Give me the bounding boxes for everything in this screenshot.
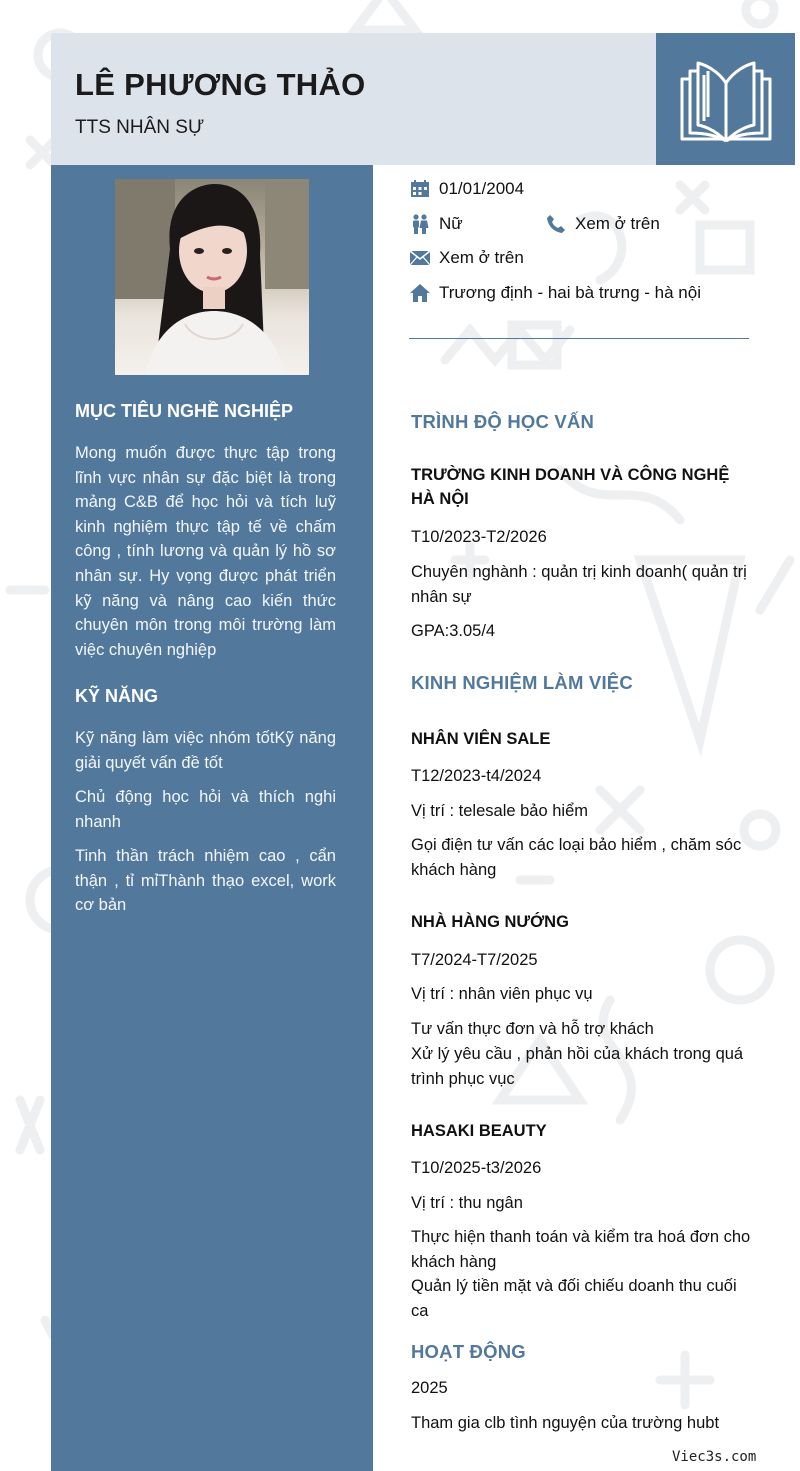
candidate-name: LÊ PHƯƠNG THẢO bbox=[75, 67, 366, 102]
job-period: T7/2024-T7/2025 bbox=[411, 951, 538, 969]
job-description: Thực hiện thanh toán và kiểm tra hoá đơn cho khách hàng bbox=[411, 1228, 751, 1271]
job-description: Xử lý yêu cầu , phản hồi của khách trong quá trình phục vục bbox=[411, 1045, 744, 1088]
gender-icon bbox=[409, 214, 431, 234]
activity-description: Tham gia clb tình nguyện của trường hubt bbox=[411, 1414, 720, 1432]
job-position: Vị trí : nhân viên phục vụ bbox=[411, 985, 593, 1003]
envelope-icon bbox=[409, 248, 431, 268]
sidebar bbox=[51, 165, 373, 1471]
objective-title: MỤC TIÊU NGHỀ NGHIỆP bbox=[75, 401, 294, 421]
email-row bbox=[409, 248, 524, 268]
open-book-icon bbox=[678, 53, 774, 145]
job-position: Vị trí : telesale bảo hiểm bbox=[411, 802, 589, 820]
job-description: Gọi điện tư vấn các loại bảo hiểm , chăm sóc khách hàng bbox=[411, 836, 742, 879]
job-description: Tư vấn thực đơn và hỗ trợ khách bbox=[411, 1020, 654, 1038]
gender-row bbox=[409, 214, 463, 234]
objective-text: Mong muốn được thực tập trong lĩnh vực nhân sự đặc biệt là trong mảng C&B để học hỏi và tích luỹ kinh nghiệm thực tập tế về chấm công , tính lương và quản lý hồ sơ nhân sự. Hy vọng được phát triển kỹ năng và nâng cao kiến thức chuyên môn trong môi trường làm việc chuyên nghiệp bbox=[75, 444, 336, 659]
calendar-icon bbox=[409, 179, 431, 199]
candidate-role: TTS NHÂN SỰ bbox=[75, 117, 205, 138]
address: Trương định - hai bà trưng - hà nội bbox=[439, 283, 701, 302]
job-position: Vị trí : thu ngân bbox=[411, 1194, 523, 1212]
address-row bbox=[409, 283, 701, 303]
job-company: NHÀ HÀNG NƯỚNG bbox=[411, 913, 569, 931]
education-gpa: GPA:3.05/4 bbox=[411, 622, 496, 640]
phone: Xem ở trên bbox=[575, 214, 660, 233]
job-period: T12/2023-t4/2024 bbox=[411, 767, 542, 785]
job-company: HASAKI BEAUTY bbox=[411, 1122, 547, 1140]
job-period: T10/2025-t3/2026 bbox=[411, 1159, 542, 1177]
gender: Nữ bbox=[439, 214, 463, 233]
skill-item: Tinh thần trách nhiệm cao , cẩn thận , tỉ mỉThành thạo excel, work cơ bản bbox=[75, 847, 336, 915]
divider bbox=[409, 338, 749, 339]
education-title: TRÌNH ĐỘ HỌC VẤN bbox=[411, 411, 595, 432]
school-name: TRƯỜNG KINH DOANH VÀ CÔNG NGHỆ HÀ NỘI bbox=[411, 466, 730, 508]
watermark: Viec3s.com bbox=[672, 1449, 757, 1465]
phone-icon bbox=[545, 214, 567, 234]
skills-title: KỸ NĂNG bbox=[75, 686, 159, 706]
activities-title: HOẠT ĐỘNG bbox=[411, 1341, 526, 1362]
phone-row bbox=[545, 214, 660, 234]
activity-year: 2025 bbox=[411, 1379, 448, 1397]
birthdate: 01/01/2004 bbox=[439, 179, 525, 198]
home-icon bbox=[409, 283, 431, 303]
main-content bbox=[373, 165, 800, 1471]
birthdate-row bbox=[409, 179, 524, 199]
skill-item: Chủ động học hỏi và thích nghi nhanh bbox=[75, 788, 336, 831]
job-description: Quản lý tiền mặt và đối chiếu doanh thu cuối ca bbox=[411, 1277, 737, 1320]
profile-photo bbox=[115, 179, 309, 375]
job-company: NHÂN VIÊN SALE bbox=[411, 730, 551, 748]
experience-title: KINH NGHIỆM LÀM VIỆC bbox=[411, 672, 633, 693]
skill-item: Kỹ năng làm việc nhóm tốtKỹ năng giải quyết vấn đề tốt bbox=[75, 729, 336, 772]
header bbox=[51, 33, 656, 165]
education-period: T10/2023-T2/2026 bbox=[411, 528, 547, 546]
logo-box bbox=[656, 33, 795, 165]
email: Xem ở trên bbox=[439, 248, 524, 267]
education-major: Chuyên nghành : quản trị kinh doanh( quản trị nhân sự bbox=[411, 563, 747, 606]
